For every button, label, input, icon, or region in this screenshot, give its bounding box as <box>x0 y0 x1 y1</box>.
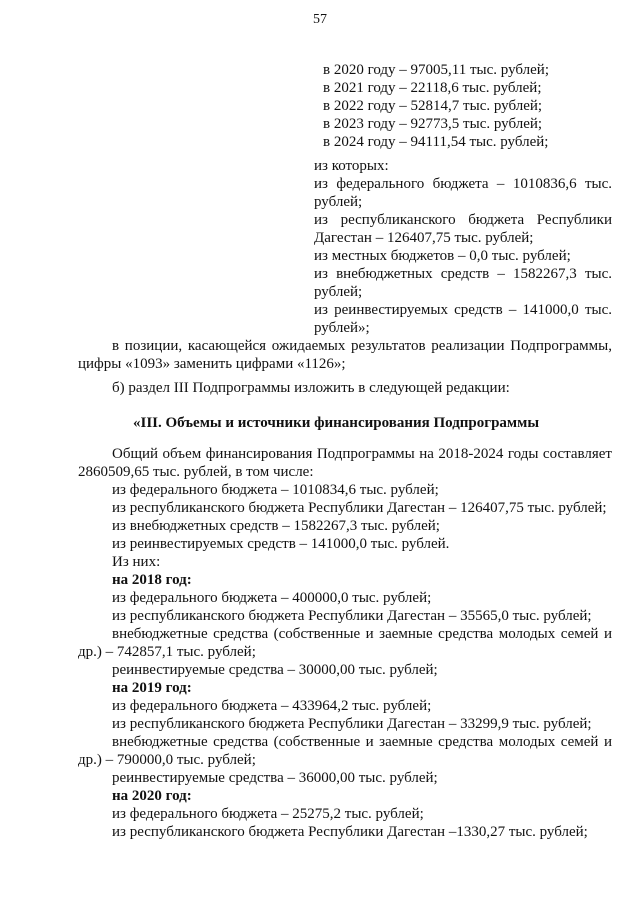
sources-line: рублей»; <box>314 320 370 336</box>
sources-line: Дагестан – 126407,75 тыс. рублей; <box>314 230 534 246</box>
year-reinvest-line: реинвестируемые средства – 30000,00 тыс. рублей; <box>112 662 438 678</box>
results-paragraph-line: цифры «1093» заменить цифрами «1126»; <box>78 356 346 372</box>
totals-line: из реинвестируемых средств – 141000,0 тыс. рублей. <box>112 536 450 552</box>
year-line-2024: в 2024 году – 94111,54 тыс. рублей; <box>323 134 549 150</box>
year-heading-2018: на 2018 год: <box>112 572 192 588</box>
year-federal-line: из федерального бюджета – 433964,2 тыс. рублей; <box>112 698 432 714</box>
year-heading-2020: на 2020 год: <box>112 788 192 804</box>
year-heading-2019: на 2019 год: <box>112 680 192 696</box>
sources-line: из федерального бюджета – 1010836,6 тыс. <box>314 176 612 192</box>
sources-line: из внебюджетных средств – 1582267,3 тыс. <box>314 266 612 282</box>
year-federal-line: из федерального бюджета – 400000,0 тыс. рублей; <box>112 590 432 606</box>
sources-line: рублей; <box>314 284 363 300</box>
year-offbudget-line: др.) – 742857,1 тыс. рублей; <box>78 644 256 660</box>
sources-line: из реинвестируемых средств – 141000,0 тыс. <box>314 302 612 318</box>
year-line-2022: в 2022 году – 52814,7 тыс. рублей; <box>323 98 543 114</box>
of-them-label: Из них: <box>112 554 161 570</box>
totals-line: из внебюджетных средств – 1582267,3 тыс. рублей; <box>112 518 440 534</box>
section-paragraph: б) раздел III Подпрограммы изложить в следующей редакции: <box>112 380 510 396</box>
year-offbudget-line: др.) – 790000,0 тыс. рублей; <box>78 752 256 768</box>
year-republic-line: из республиканского бюджета Республики Дагестан – 35565,0 тыс. рублей; <box>112 608 592 624</box>
totals-line: из республиканского бюджета Республики Дагестан – 126407,75 тыс. рублей; <box>112 500 607 516</box>
year-line-2023: в 2023 году – 92773,5 тыс. рублей; <box>323 116 543 132</box>
sources-line: из местных бюджетов – 0,0 тыс. рублей; <box>314 248 571 264</box>
total-paragraph-line: 2860509,65 тыс. рублей, в том числе: <box>78 464 314 480</box>
year-republic-line: из республиканского бюджета Республики Дагестан –1330,27 тыс. рублей; <box>112 824 588 840</box>
sources-line: из республиканского бюджета Республики <box>314 212 612 228</box>
year-reinvest-line: реинвестируемые средства – 36000,00 тыс. рублей; <box>112 770 438 786</box>
year-offbudget-line: внебюджетные средства (собственные и заемные средства молодых семей и <box>112 734 612 750</box>
year-federal-line: из федерального бюджета – 25275,2 тыс. рублей; <box>112 806 424 822</box>
sources-line: рублей; <box>314 194 363 210</box>
sources-intro: из которых: <box>314 158 389 174</box>
total-paragraph-line: Общий объем финансирования Подпрограммы на 2018-2024 годы составляет <box>112 446 612 462</box>
year-line-2021: в 2021 году – 22118,6 тыс. рублей; <box>323 80 542 96</box>
year-line-2020: в 2020 году – 97005,11 тыс. рублей; <box>323 62 549 78</box>
page-number: 57 <box>313 12 327 27</box>
totals-line: из федерального бюджета – 1010834,6 тыс. рублей; <box>112 482 439 498</box>
section-heading: «III. Объемы и источники финансирования Подпрограммы <box>133 415 540 431</box>
year-republic-line: из республиканского бюджета Республики Дагестан – 33299,9 тыс. рублей; <box>112 716 592 732</box>
results-paragraph-line: в позиции, касающейся ожидаемых результатов реализации Подпрограммы, <box>112 338 612 354</box>
year-offbudget-line: внебюджетные средства (собственные и заемные средства молодых семей и <box>112 626 612 642</box>
